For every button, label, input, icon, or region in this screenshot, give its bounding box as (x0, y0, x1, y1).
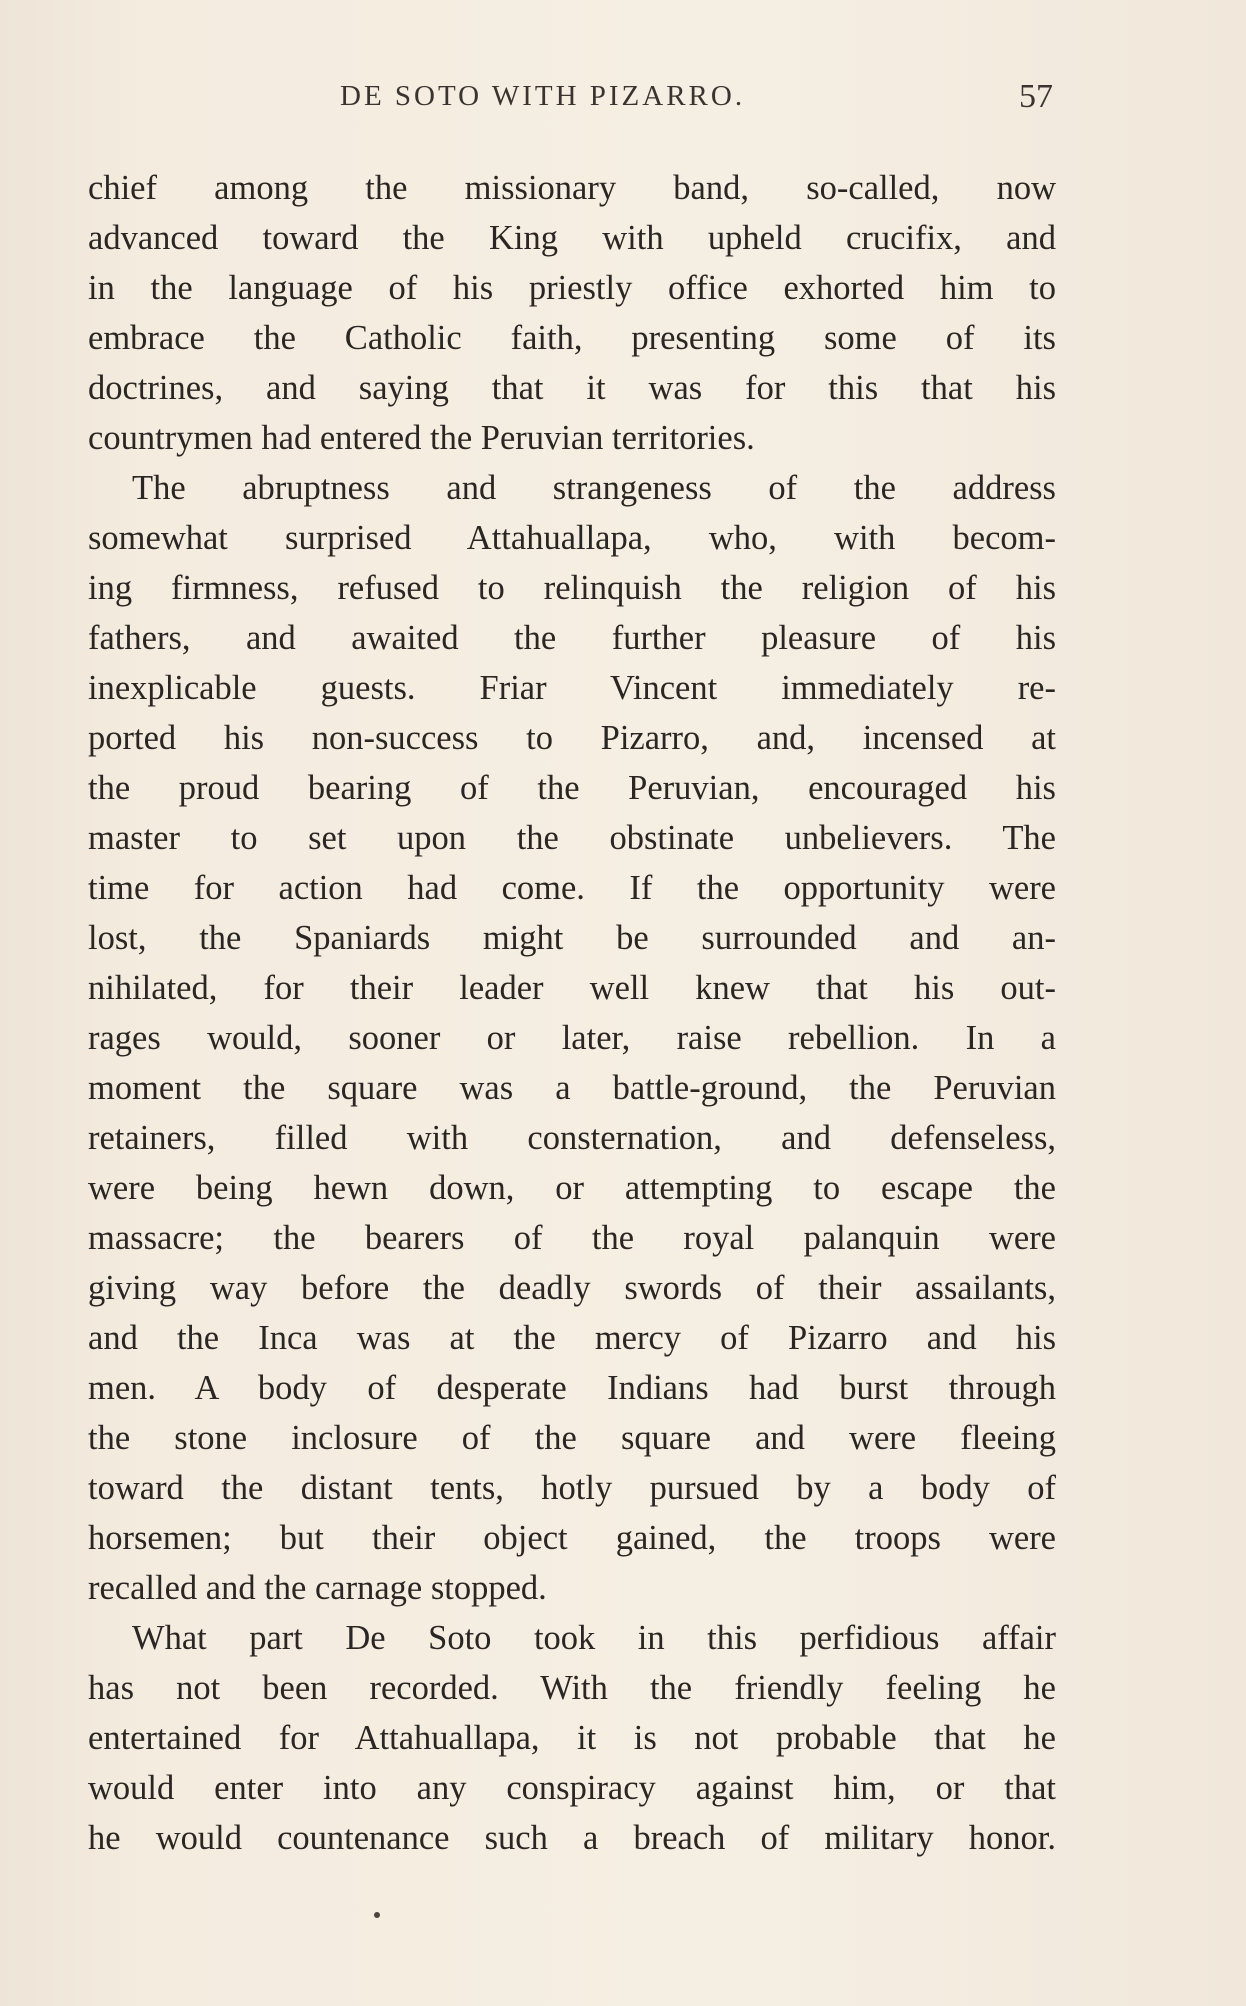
running-head: DE SOTO WITH PIZARRO. (340, 80, 746, 112)
text-line: moment the square was a battle-ground, the Peruvian (88, 1069, 1056, 1107)
text-line: rages would, sooner or later, raise rebellion. In a (88, 1019, 1056, 1057)
text-line: ing firmness, refused to relinquish the religion of his (88, 569, 1056, 607)
text-line: What part De Soto took in this perfidious affair (132, 1619, 1056, 1657)
text-line: advanced toward the King with upheld crucifix, and (88, 219, 1056, 257)
text-line: recalled and the carnage stopped. (88, 1569, 547, 1607)
page-number: 57 (1019, 78, 1053, 115)
text-line: The abruptness and strangeness of the address (132, 469, 1056, 507)
body-text (88, 163, 1056, 1863)
text-line: nihilated, for their leader well knew that his out- (88, 969, 1056, 1007)
ink-speck (374, 1912, 380, 1918)
text-line: would enter into any conspiracy against him, or that (88, 1769, 1056, 1807)
text-line: the stone inclosure of the square and were fleeing (88, 1419, 1056, 1457)
text-line: chief among the missionary band, so-called, now (88, 169, 1056, 207)
text-line: the proud bearing of the Peruvian, encouraged his (88, 769, 1056, 807)
text-line: lost, the Spaniards might be surrounded and an- (88, 919, 1056, 957)
text-line: and the Inca was at the mercy of Pizarro and his (88, 1319, 1056, 1357)
text-line: time for action had come. If the opportunity were (88, 869, 1056, 907)
text-line: entertained for Attahuallapa, it is not probable that he (88, 1719, 1056, 1757)
text-line: toward the distant tents, hotly pursued by a body of (88, 1469, 1056, 1507)
text-line: master to set upon the obstinate unbelievers. The (88, 819, 1056, 857)
text-line: doctrines, and saying that it was for this that his (88, 369, 1056, 407)
text-line: somewhat surprised Attahuallapa, who, with becom- (88, 519, 1056, 557)
text-line: massacre; the bearers of the royal palanquin were (88, 1219, 1056, 1257)
text-line: ported his non-success to Pizarro, and, incensed at (88, 719, 1056, 757)
text-line: giving way before the deadly swords of their assailants, (88, 1269, 1056, 1307)
text-line: were being hewn down, or attempting to escape the (88, 1169, 1056, 1207)
text-line: countrymen had entered the Peruvian territories. (88, 419, 755, 457)
text-line: embrace the Catholic faith, presenting some of its (88, 319, 1056, 357)
text-line: horsemen; but their object gained, the troops were (88, 1519, 1056, 1557)
text-line: men. A body of desperate Indians had burst through (88, 1369, 1056, 1407)
text-line: retainers, filled with consternation, and defenseless, (88, 1119, 1056, 1157)
text-line: inexplicable guests. Friar Vincent immediately re- (88, 669, 1056, 707)
text-line: in the language of his priestly office exhorted him to (88, 269, 1056, 307)
text-line: has not been recorded. With the friendly feeling he (88, 1669, 1056, 1707)
text-line: fathers, and awaited the further pleasure of his (88, 619, 1056, 657)
text-line: he would countenance such a breach of military honor. (88, 1819, 1056, 1857)
page-header (90, 80, 1055, 124)
